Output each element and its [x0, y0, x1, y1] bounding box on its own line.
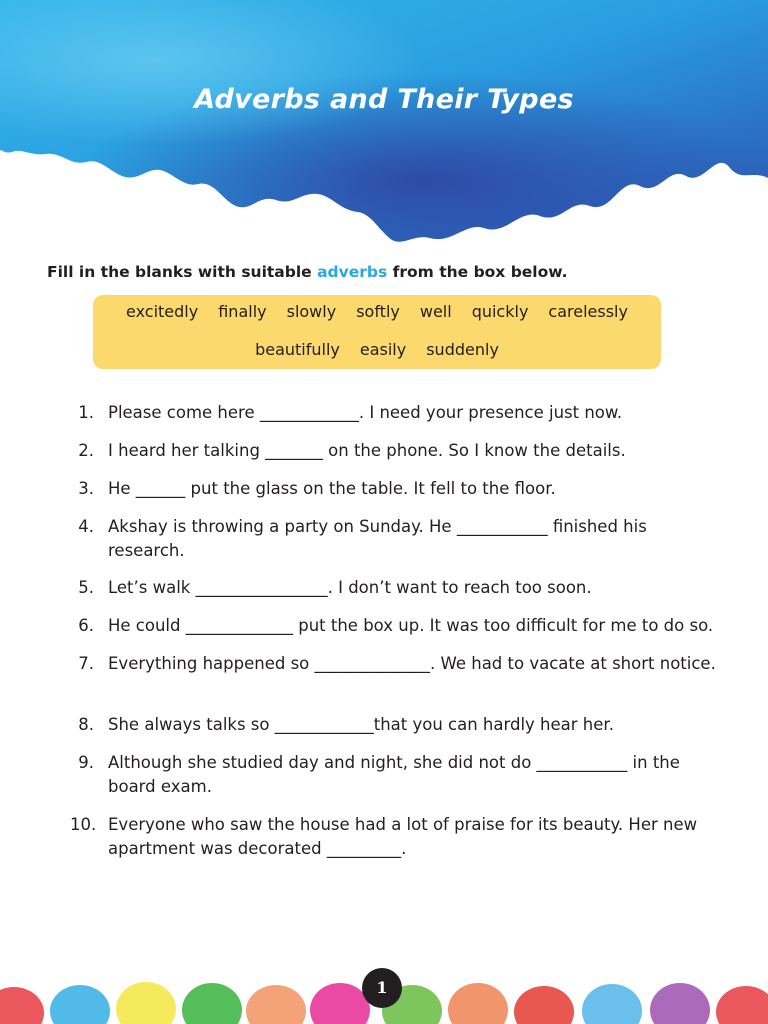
word-option: easily — [359, 340, 407, 359]
question-text: Everything happened so ______________. We had to vacate at short notice. — [108, 654, 716, 673]
question-number: 10. — [70, 815, 97, 834]
word-option: softly — [356, 302, 400, 321]
question-number: 4. — [78, 517, 94, 536]
question-text: Everyone who saw the house had a lot of praise for its beauty. Her new apartment was decorated _________. — [108, 815, 698, 858]
question-text: Please come here ____________. I need your presence just now. — [108, 403, 623, 422]
question-text: He ______ put the glass on the table. It fell to the floor. — [108, 479, 556, 498]
question-number: 2. — [78, 441, 94, 460]
question-number: 1. — [78, 403, 94, 422]
word-option: well — [419, 302, 452, 321]
word-option: slowly — [286, 302, 337, 321]
page-title: Adverbs and Their Types — [194, 84, 574, 115]
question-number: 7. — [78, 654, 94, 673]
word-option: beautifully — [255, 340, 340, 359]
question-text: I heard her talking _______ on the phone. So I know the details. — [108, 441, 626, 460]
word-option: suddenly — [426, 340, 499, 359]
question-number: 9. — [78, 753, 94, 772]
word-option: quickly — [471, 302, 529, 321]
instruction-after: from the box below. — [387, 263, 568, 281]
question-number: 5. — [78, 578, 94, 597]
word-option: carelessly — [548, 302, 628, 321]
word-option: finally — [218, 302, 267, 321]
question-number: 6. — [78, 616, 94, 635]
page-number-badge: 1 — [362, 968, 402, 1008]
question-text: Although she studied day and night, she did not do ___________ in the board exam. — [108, 753, 680, 796]
question-text: Akshay is throwing a party on Sunday. He ___________ finished his research. — [108, 517, 647, 560]
question-number: 8. — [78, 715, 94, 734]
question-text: Let’s walk ________________. I don’t want to reach too soon. — [108, 578, 592, 597]
word-option: excitedly — [126, 302, 199, 321]
instruction-before: Fill in the blanks with suitable — [47, 263, 318, 281]
question-number: 3. — [78, 479, 94, 498]
question-text: She always talks so ____________that you can hardly hear her. — [108, 715, 614, 734]
instruction-highlight: adverbs — [317, 263, 388, 281]
question-text: He could _____________ put the box up. It was too difficult for me to do so. — [108, 616, 714, 635]
